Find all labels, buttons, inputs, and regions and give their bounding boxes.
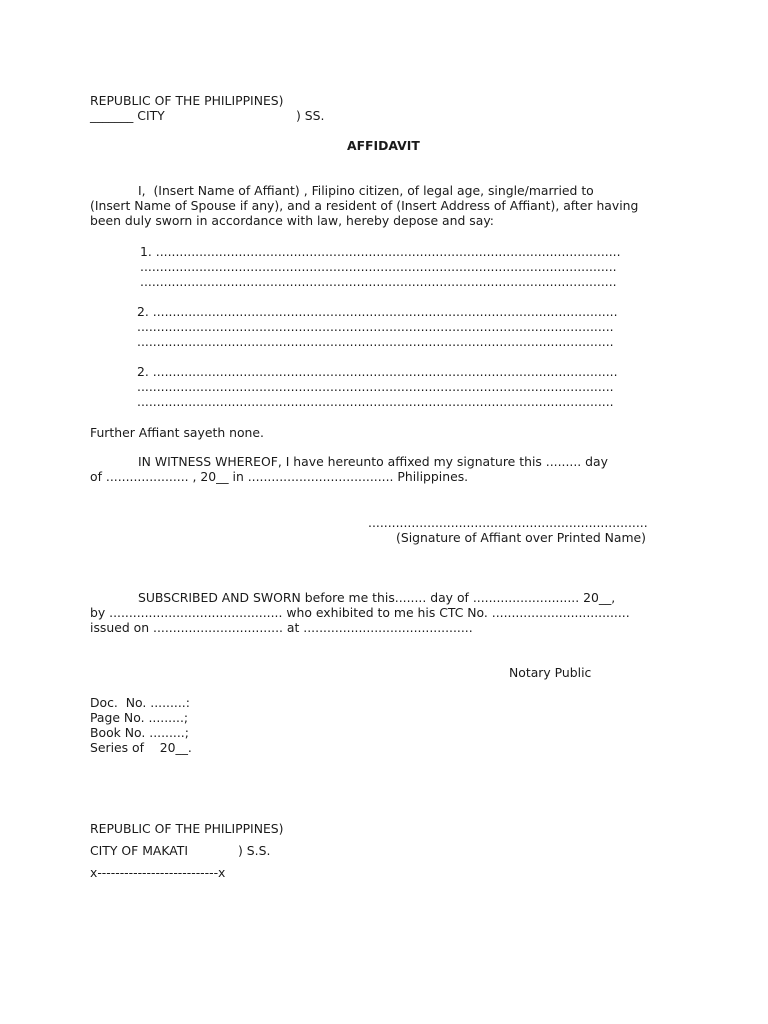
notary-public-label: Notary Public bbox=[509, 665, 592, 680]
page-no: Page No. .........; bbox=[90, 710, 189, 725]
item-3-line-3: ......................................................................................................................... bbox=[137, 394, 614, 409]
item-3-line-1: 2. ...................................................................................................................... bbox=[137, 364, 618, 379]
header-city: _______ CITY bbox=[90, 108, 165, 123]
footer-city: CITY OF MAKATI bbox=[90, 843, 189, 858]
signature-line: ....................................................................... bbox=[368, 515, 648, 530]
book-no: Book No. .........; bbox=[90, 725, 189, 740]
subscribed-line-1: SUBSCRIBED AND SWORN before me this........ day of ........................... 20__, bbox=[138, 590, 616, 605]
footer-republic: REPUBLIC OF THE PHILIPPINES) bbox=[90, 821, 284, 836]
intro-line-1: I, (Insert Name of Affiant) , Filipino citizen, of legal age, single/married to bbox=[138, 183, 594, 198]
intro-line-2: (Insert Name of Spouse if any), and a resident of (Insert Address of Affiant), after having bbox=[90, 198, 639, 213]
item-2-line-1: 2. ...................................................................................................................... bbox=[137, 304, 618, 319]
header-ss: ) SS. bbox=[296, 108, 325, 123]
item-1-line-2: ......................................................................................................................... bbox=[140, 259, 617, 274]
item-2-line-2: ......................................................................................................................... bbox=[137, 319, 614, 334]
witness-line-1: IN WITNESS WHEREOF, I have hereunto affixed my signature this ......... day bbox=[138, 454, 608, 469]
header-republic: REPUBLIC OF THE PHILIPPINES) bbox=[90, 93, 284, 108]
item-1-line-3: ......................................................................................................................... bbox=[140, 274, 617, 289]
intro-line-3: been duly sworn in accordance with law, hereby depose and say: bbox=[90, 213, 494, 228]
subscribed-line-3: issued on ................................. at ........................................... bbox=[90, 620, 473, 635]
document-title: AFFIDAVIT bbox=[347, 138, 420, 153]
signature-label: (Signature of Affiant over Printed Name) bbox=[396, 530, 647, 545]
subscribed-line-2: by ............................................ who exhibited to me his CTC No. ................................... bbox=[90, 605, 630, 620]
item-1-line-1: 1. ...................................................................................................................... bbox=[140, 244, 621, 259]
item-2-line-3: ......................................................................................................................... bbox=[137, 334, 614, 349]
further-statement: Further Affiant sayeth none. bbox=[90, 425, 264, 440]
footer-ss: ) S.S. bbox=[238, 843, 271, 858]
doc-no: Doc. No. .........: bbox=[90, 695, 190, 710]
item-3-line-2: ......................................................................................................................... bbox=[137, 379, 614, 394]
footer-separator: x---------------------------x bbox=[90, 865, 226, 880]
series-no: Series of 20__. bbox=[90, 740, 192, 755]
witness-line-2: of ..................... , 20__ in ..................................... Philippines. bbox=[90, 469, 469, 484]
